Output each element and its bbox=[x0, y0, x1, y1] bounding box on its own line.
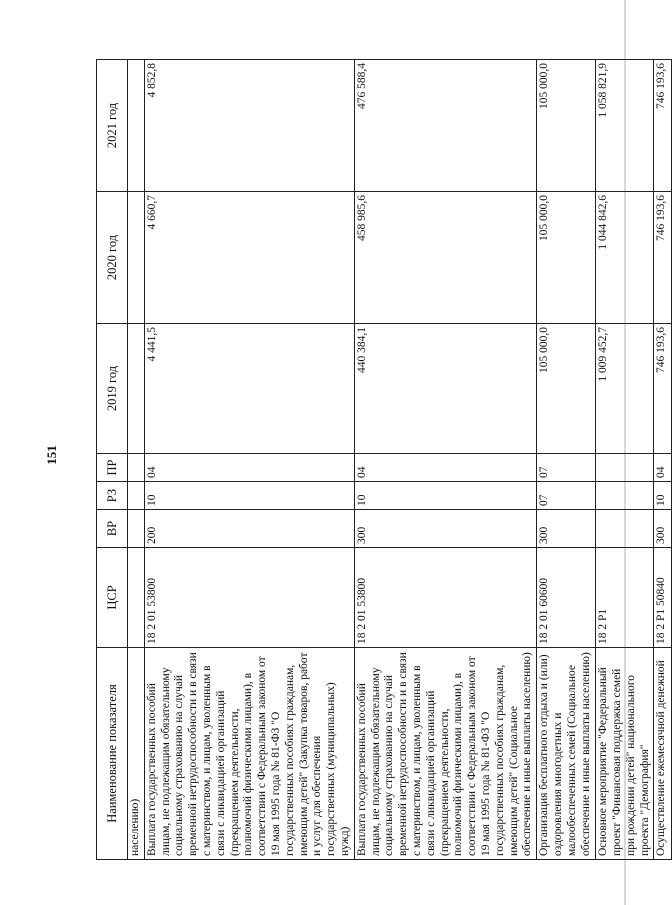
cell-name: Выплата государственных пособий лицам, не подлежащим обязательному социальному страхованию на случай временной нетрудоспособности и в связи с материнством, и лицам, уволенным в связи с ликвидацией организаций (прекращением деятельности, полномочий физическими лицами), в соответствии с Федеральным законом от 19 мая 1995 года № 81-ФЗ "О государственных пособиях гражданам, имеющим детей" (Социальное обеспечение и иные выплаты населению) bbox=[354, 648, 536, 860]
budget-table bbox=[96, 59, 672, 860]
cell-csr: 18 2 01 53800 bbox=[144, 548, 354, 648]
cell-2020 bbox=[128, 192, 145, 324]
header-pr: ПР bbox=[97, 454, 128, 482]
header-vr: ВР bbox=[97, 510, 128, 548]
cell-vr bbox=[596, 510, 654, 548]
cell-rz bbox=[128, 482, 145, 510]
cell-csr: 18 2 P1 50840 bbox=[654, 548, 672, 648]
cell-rz: 10 bbox=[144, 482, 354, 510]
cell-csr: 18 2 01 60600 bbox=[537, 548, 596, 648]
cell-vr: 300 bbox=[354, 510, 536, 548]
cell-2020: 746 193,6 bbox=[654, 192, 672, 324]
cell-pr bbox=[128, 454, 145, 482]
cell-2020: 458 985,6 bbox=[354, 192, 536, 324]
header-csr: ЦСР bbox=[97, 548, 128, 648]
cell-2019: 746 193,6 bbox=[654, 324, 672, 454]
cell-csr: 18 2 P1 bbox=[596, 548, 654, 648]
cell-pr: 04 bbox=[144, 454, 354, 482]
cell-rz bbox=[596, 482, 654, 510]
table-row bbox=[596, 60, 654, 860]
cell-name: Основное мероприятие "Федеральный проект "Финансовая поддержка семей при рождении детей" национального проекта "Демография" bbox=[596, 648, 654, 860]
cell-2020: 105 000,0 bbox=[537, 192, 596, 324]
cell-vr: 300 bbox=[537, 510, 596, 548]
cell-2021: 1 058 821,9 bbox=[596, 60, 654, 192]
cell-2020: 1 044 842,6 bbox=[596, 192, 654, 324]
cell-2019: 105 000,0 bbox=[537, 324, 596, 454]
page-number: 151 bbox=[44, 445, 59, 465]
cell-rz: 10 bbox=[354, 482, 536, 510]
cell-rz: 07 bbox=[537, 482, 596, 510]
cell-name: Организация бесплатного отдыха и (или) оздоровления многодетных и малообеспеченных семей (Социальное обеспечение и иные выплаты населению) bbox=[537, 648, 596, 860]
table-header-row bbox=[97, 60, 128, 860]
cell-pr: 04 bbox=[654, 454, 672, 482]
cell-csr bbox=[128, 548, 145, 648]
cell-2021: 4 852,8 bbox=[144, 60, 354, 192]
cell-2020: 4 660,7 bbox=[144, 192, 354, 324]
cell-pr bbox=[596, 454, 654, 482]
cell-2021: 476 588,4 bbox=[354, 60, 536, 192]
cell-name: Осуществление ежемесячной денежной bbox=[654, 648, 672, 860]
cell-vr: 300 bbox=[654, 510, 672, 548]
cell-2021: 105 000,0 bbox=[537, 60, 596, 192]
header-2020: 2020 год bbox=[97, 192, 128, 324]
cell-2021: 746 193,6 bbox=[654, 60, 672, 192]
cell-name: населению) bbox=[128, 648, 145, 860]
cell-vr: 200 bbox=[144, 510, 354, 548]
cell-name: Выплата государственных пособий лицам, не подлежащим обязательному социальному страхованию на случай временной нетрудоспособности и в связи с материнством, и лицам, уволенным в связи с ликвидацией организаций (прекращением деятельности, полномочий физическими лицами), в соответствии с Федеральным законом от 19 мая 1995 года № 81-ФЗ "О государственных пособиях гражданам, имеющим детей" (Закупка товаров, работ и услуг для обеспечения государственных (муниципальных) нужд) bbox=[144, 648, 354, 860]
cell-rz: 10 bbox=[654, 482, 672, 510]
rotated-page-content bbox=[96, 60, 668, 860]
table-row bbox=[354, 60, 536, 860]
cell-csr: 18 2 01 53800 bbox=[354, 548, 536, 648]
table-row bbox=[144, 60, 354, 860]
cell-2019: 4 441,5 bbox=[144, 324, 354, 454]
cell-2019: 1 009 452,7 bbox=[596, 324, 654, 454]
table-row bbox=[537, 60, 596, 860]
cell-pr: 04 bbox=[354, 454, 536, 482]
table-row bbox=[128, 60, 145, 860]
header-rz: РЗ bbox=[97, 482, 128, 510]
cell-2021 bbox=[128, 60, 145, 192]
table-row bbox=[654, 60, 672, 860]
header-2021: 2021 год bbox=[97, 60, 128, 192]
cell-pr: 07 bbox=[537, 454, 596, 482]
header-name: Наименование показателя bbox=[97, 648, 128, 860]
cell-2019: 440 384,1 bbox=[354, 324, 536, 454]
header-2019: 2019 год bbox=[97, 324, 128, 454]
cell-vr bbox=[128, 510, 145, 548]
cell-2019 bbox=[128, 324, 145, 454]
